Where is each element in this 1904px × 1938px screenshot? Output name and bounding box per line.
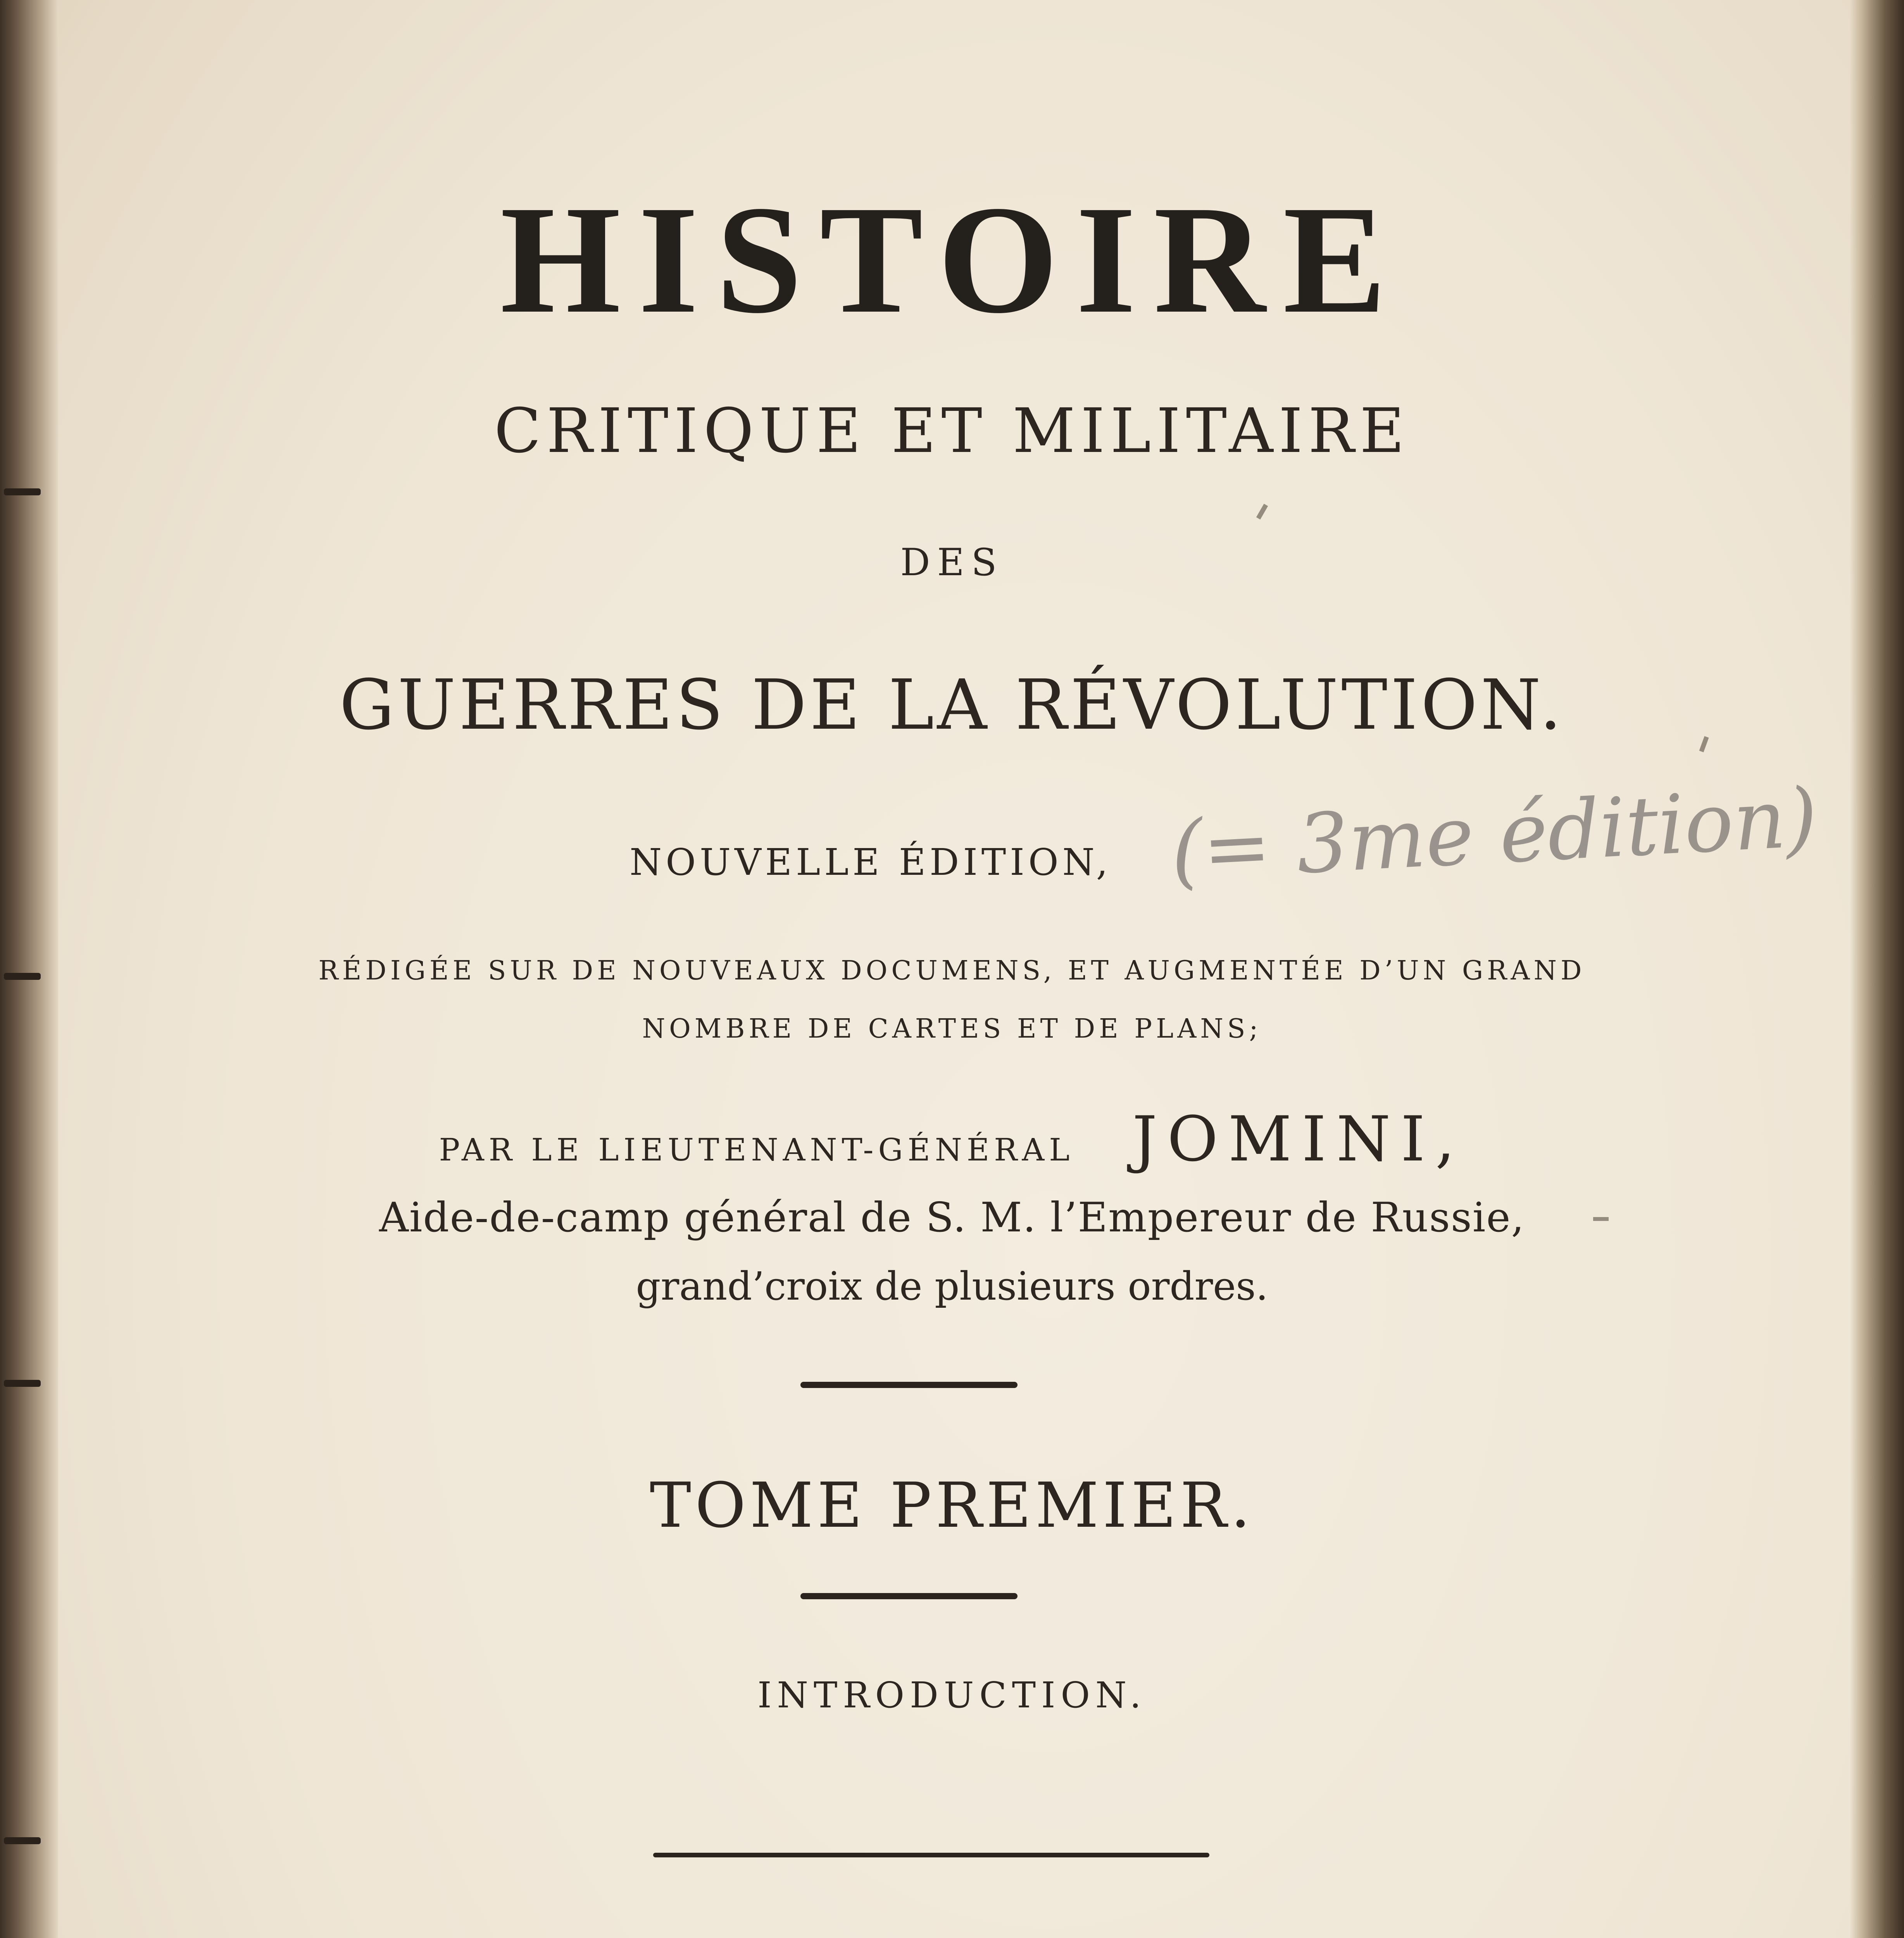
author-name: JOMINI, xyxy=(1132,1103,1465,1175)
divider-rule-long xyxy=(653,1853,1209,1857)
author-title-line-1: Aide-de-camp général de S. M. l’Empereur de Russie, xyxy=(379,1194,1525,1241)
paper-speck xyxy=(1593,1217,1609,1221)
edition-text: NOUVELLE ÉDITION, xyxy=(629,841,1112,884)
author-title-line-2: grand’croix de plusieurs ordres. xyxy=(636,1264,1268,1309)
book-title: HISTOIRE xyxy=(500,174,1404,345)
binding-stitch xyxy=(4,1380,41,1387)
subtitle-line-3: GUERRES DE LA RÉVOLUTION. xyxy=(339,665,1565,745)
subtitle-line-2: DES xyxy=(900,541,1004,584)
author-line xyxy=(0,1103,1904,1175)
author-prefix: PAR LE LIEUTENANT-GÉNÉRAL xyxy=(439,1132,1074,1168)
divider-rule xyxy=(800,1382,1018,1388)
redaction-line-2: NOMBRE DE CARTES ET DE PLANS; xyxy=(642,1014,1262,1044)
redaction-line-1: RÉDIGÉE SUR DE NOUVEAUX DOCUMENS, ET AUGMENTÉE D’UN GRAND xyxy=(318,955,1586,986)
volume-label: TOME PREMIER. xyxy=(650,1469,1254,1541)
binding-stitch xyxy=(4,1837,41,1844)
binding-stitch xyxy=(4,488,41,495)
section-label: INTRODUCTION. xyxy=(757,1674,1147,1716)
paper-speck xyxy=(1256,504,1268,520)
subtitle-line-1: CRITIQUE ET MILITAIRE xyxy=(494,395,1410,467)
handwritten-annotation: (= 3me édition) xyxy=(1168,770,1820,899)
divider-rule xyxy=(800,1593,1018,1599)
